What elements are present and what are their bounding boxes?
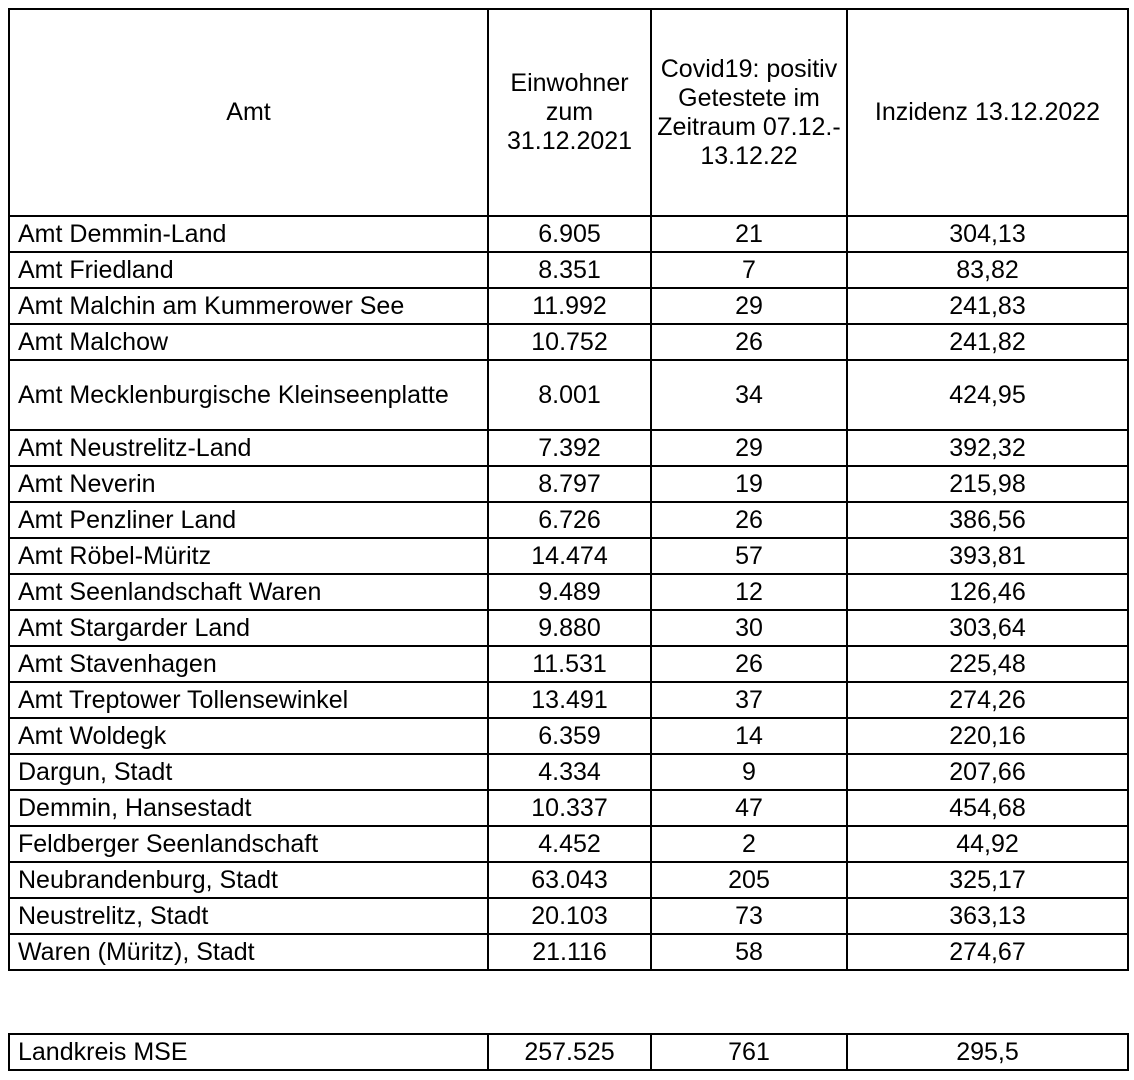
table-row [9,252,1128,288]
cell-positiv: 9 [651,754,847,790]
cell-amt: Neubrandenburg, Stadt [9,862,488,898]
cell-amt: Amt Woldegk [9,718,488,754]
cell-amt: Amt Penzliner Land [9,502,488,538]
summary-row [9,1034,1128,1070]
table-row [9,718,1128,754]
summary-positiv: 761 [651,1034,847,1070]
cell-einwohner: 14.474 [488,538,651,574]
cell-positiv: 30 [651,610,847,646]
cell-amt: Amt Demmin-Land [9,216,488,252]
header-einwohner: Einwohner zum 31.12.2021 [488,9,651,216]
cell-einwohner: 4.452 [488,826,651,862]
cell-positiv: 47 [651,790,847,826]
header-positiv-getestete: Covid19: positiv Getestete im Zeitraum 07.12.- 13.12.22 [651,9,847,216]
cell-einwohner: 7.392 [488,430,651,466]
cell-inzidenz: 225,48 [847,646,1128,682]
cell-einwohner: 8.797 [488,466,651,502]
header-inzidenz: Inzidenz 13.12.2022 [847,9,1128,216]
cell-inzidenz: 386,56 [847,502,1128,538]
cell-inzidenz: 215,98 [847,466,1128,502]
cell-positiv: 29 [651,430,847,466]
cell-einwohner: 9.489 [488,574,651,610]
table-row [9,610,1128,646]
cell-inzidenz: 392,32 [847,430,1128,466]
table-row [9,216,1128,252]
cell-positiv: 12 [651,574,847,610]
cell-positiv: 7 [651,252,847,288]
cell-positiv: 14 [651,718,847,754]
cell-positiv: 26 [651,646,847,682]
cell-amt: Waren (Müritz), Stadt [9,934,488,970]
table-row [9,360,1128,430]
table-row [9,898,1128,934]
cell-einwohner: 20.103 [488,898,651,934]
cell-einwohner: 13.491 [488,682,651,718]
summary-inzidenz: 295,5 [847,1034,1128,1070]
summary-einwohner: 257.525 [488,1034,651,1070]
cell-positiv: 34 [651,360,847,430]
cell-amt: Amt Treptower Tollensewinkel [9,682,488,718]
header-amt: Amt [9,9,488,216]
cell-amt: Amt Malchin am Kummerower See [9,288,488,324]
table-row [9,502,1128,538]
cell-inzidenz: 241,82 [847,324,1128,360]
cell-positiv: 2 [651,826,847,862]
table-row [9,934,1128,970]
table-row [9,682,1128,718]
cell-amt: Amt Neustrelitz-Land [9,430,488,466]
cell-positiv: 37 [651,682,847,718]
cell-inzidenz: 241,83 [847,288,1128,324]
cell-einwohner: 11.992 [488,288,651,324]
cell-positiv: 21 [651,216,847,252]
cell-inzidenz: 303,64 [847,610,1128,646]
cell-amt: Amt Stargarder Land [9,610,488,646]
cell-positiv: 26 [651,502,847,538]
cell-inzidenz: 126,46 [847,574,1128,610]
cell-inzidenz: 393,81 [847,538,1128,574]
cell-amt: Neustrelitz, Stadt [9,898,488,934]
cell-inzidenz: 325,17 [847,862,1128,898]
cell-amt: Dargun, Stadt [9,754,488,790]
cell-amt: Amt Röbel-Müritz [9,538,488,574]
cell-positiv: 29 [651,288,847,324]
table-row [9,288,1128,324]
cell-inzidenz: 44,92 [847,826,1128,862]
cell-inzidenz: 274,26 [847,682,1128,718]
covid-incidence-table [8,8,1129,971]
cell-amt: Amt Seenlandschaft Waren [9,574,488,610]
cell-einwohner: 8.351 [488,252,651,288]
cell-einwohner: 9.880 [488,610,651,646]
cell-amt: Amt Neverin [9,466,488,502]
table-row [9,790,1128,826]
cell-positiv: 19 [651,466,847,502]
cell-positiv: 26 [651,324,847,360]
cell-inzidenz: 454,68 [847,790,1128,826]
cell-inzidenz: 274,67 [847,934,1128,970]
summary-amt: Landkreis MSE [9,1034,488,1070]
cell-amt: Amt Malchow [9,324,488,360]
cell-einwohner: 8.001 [488,360,651,430]
cell-amt: Demmin, Hansestadt [9,790,488,826]
table-row [9,826,1128,862]
cell-einwohner: 4.334 [488,754,651,790]
cell-einwohner: 21.116 [488,934,651,970]
cell-positiv: 57 [651,538,847,574]
cell-einwohner: 6.905 [488,216,651,252]
table-row [9,466,1128,502]
cell-positiv: 73 [651,898,847,934]
header-row [9,9,1128,216]
table-row [9,754,1128,790]
table-row [9,646,1128,682]
table-row [9,324,1128,360]
cell-inzidenz: 363,13 [847,898,1128,934]
cell-inzidenz: 424,95 [847,360,1128,430]
cell-einwohner: 6.359 [488,718,651,754]
cell-amt: Amt Friedland [9,252,488,288]
table-row [9,862,1128,898]
cell-inzidenz: 220,16 [847,718,1128,754]
cell-positiv: 58 [651,934,847,970]
cell-einwohner: 10.752 [488,324,651,360]
cell-inzidenz: 83,82 [847,252,1128,288]
table-row [9,574,1128,610]
summary-table [8,1033,1129,1071]
table-row [9,538,1128,574]
cell-inzidenz: 207,66 [847,754,1128,790]
table-row [9,430,1128,466]
cell-amt: Feldberger Seenlandschaft [9,826,488,862]
cell-amt: Amt Mecklenburgische Kleinseenplatte [9,360,488,430]
cell-amt: Amt Stavenhagen [9,646,488,682]
cell-einwohner: 11.531 [488,646,651,682]
cell-einwohner: 63.043 [488,862,651,898]
cell-einwohner: 6.726 [488,502,651,538]
cell-inzidenz: 304,13 [847,216,1128,252]
cell-einwohner: 10.337 [488,790,651,826]
cell-positiv: 205 [651,862,847,898]
